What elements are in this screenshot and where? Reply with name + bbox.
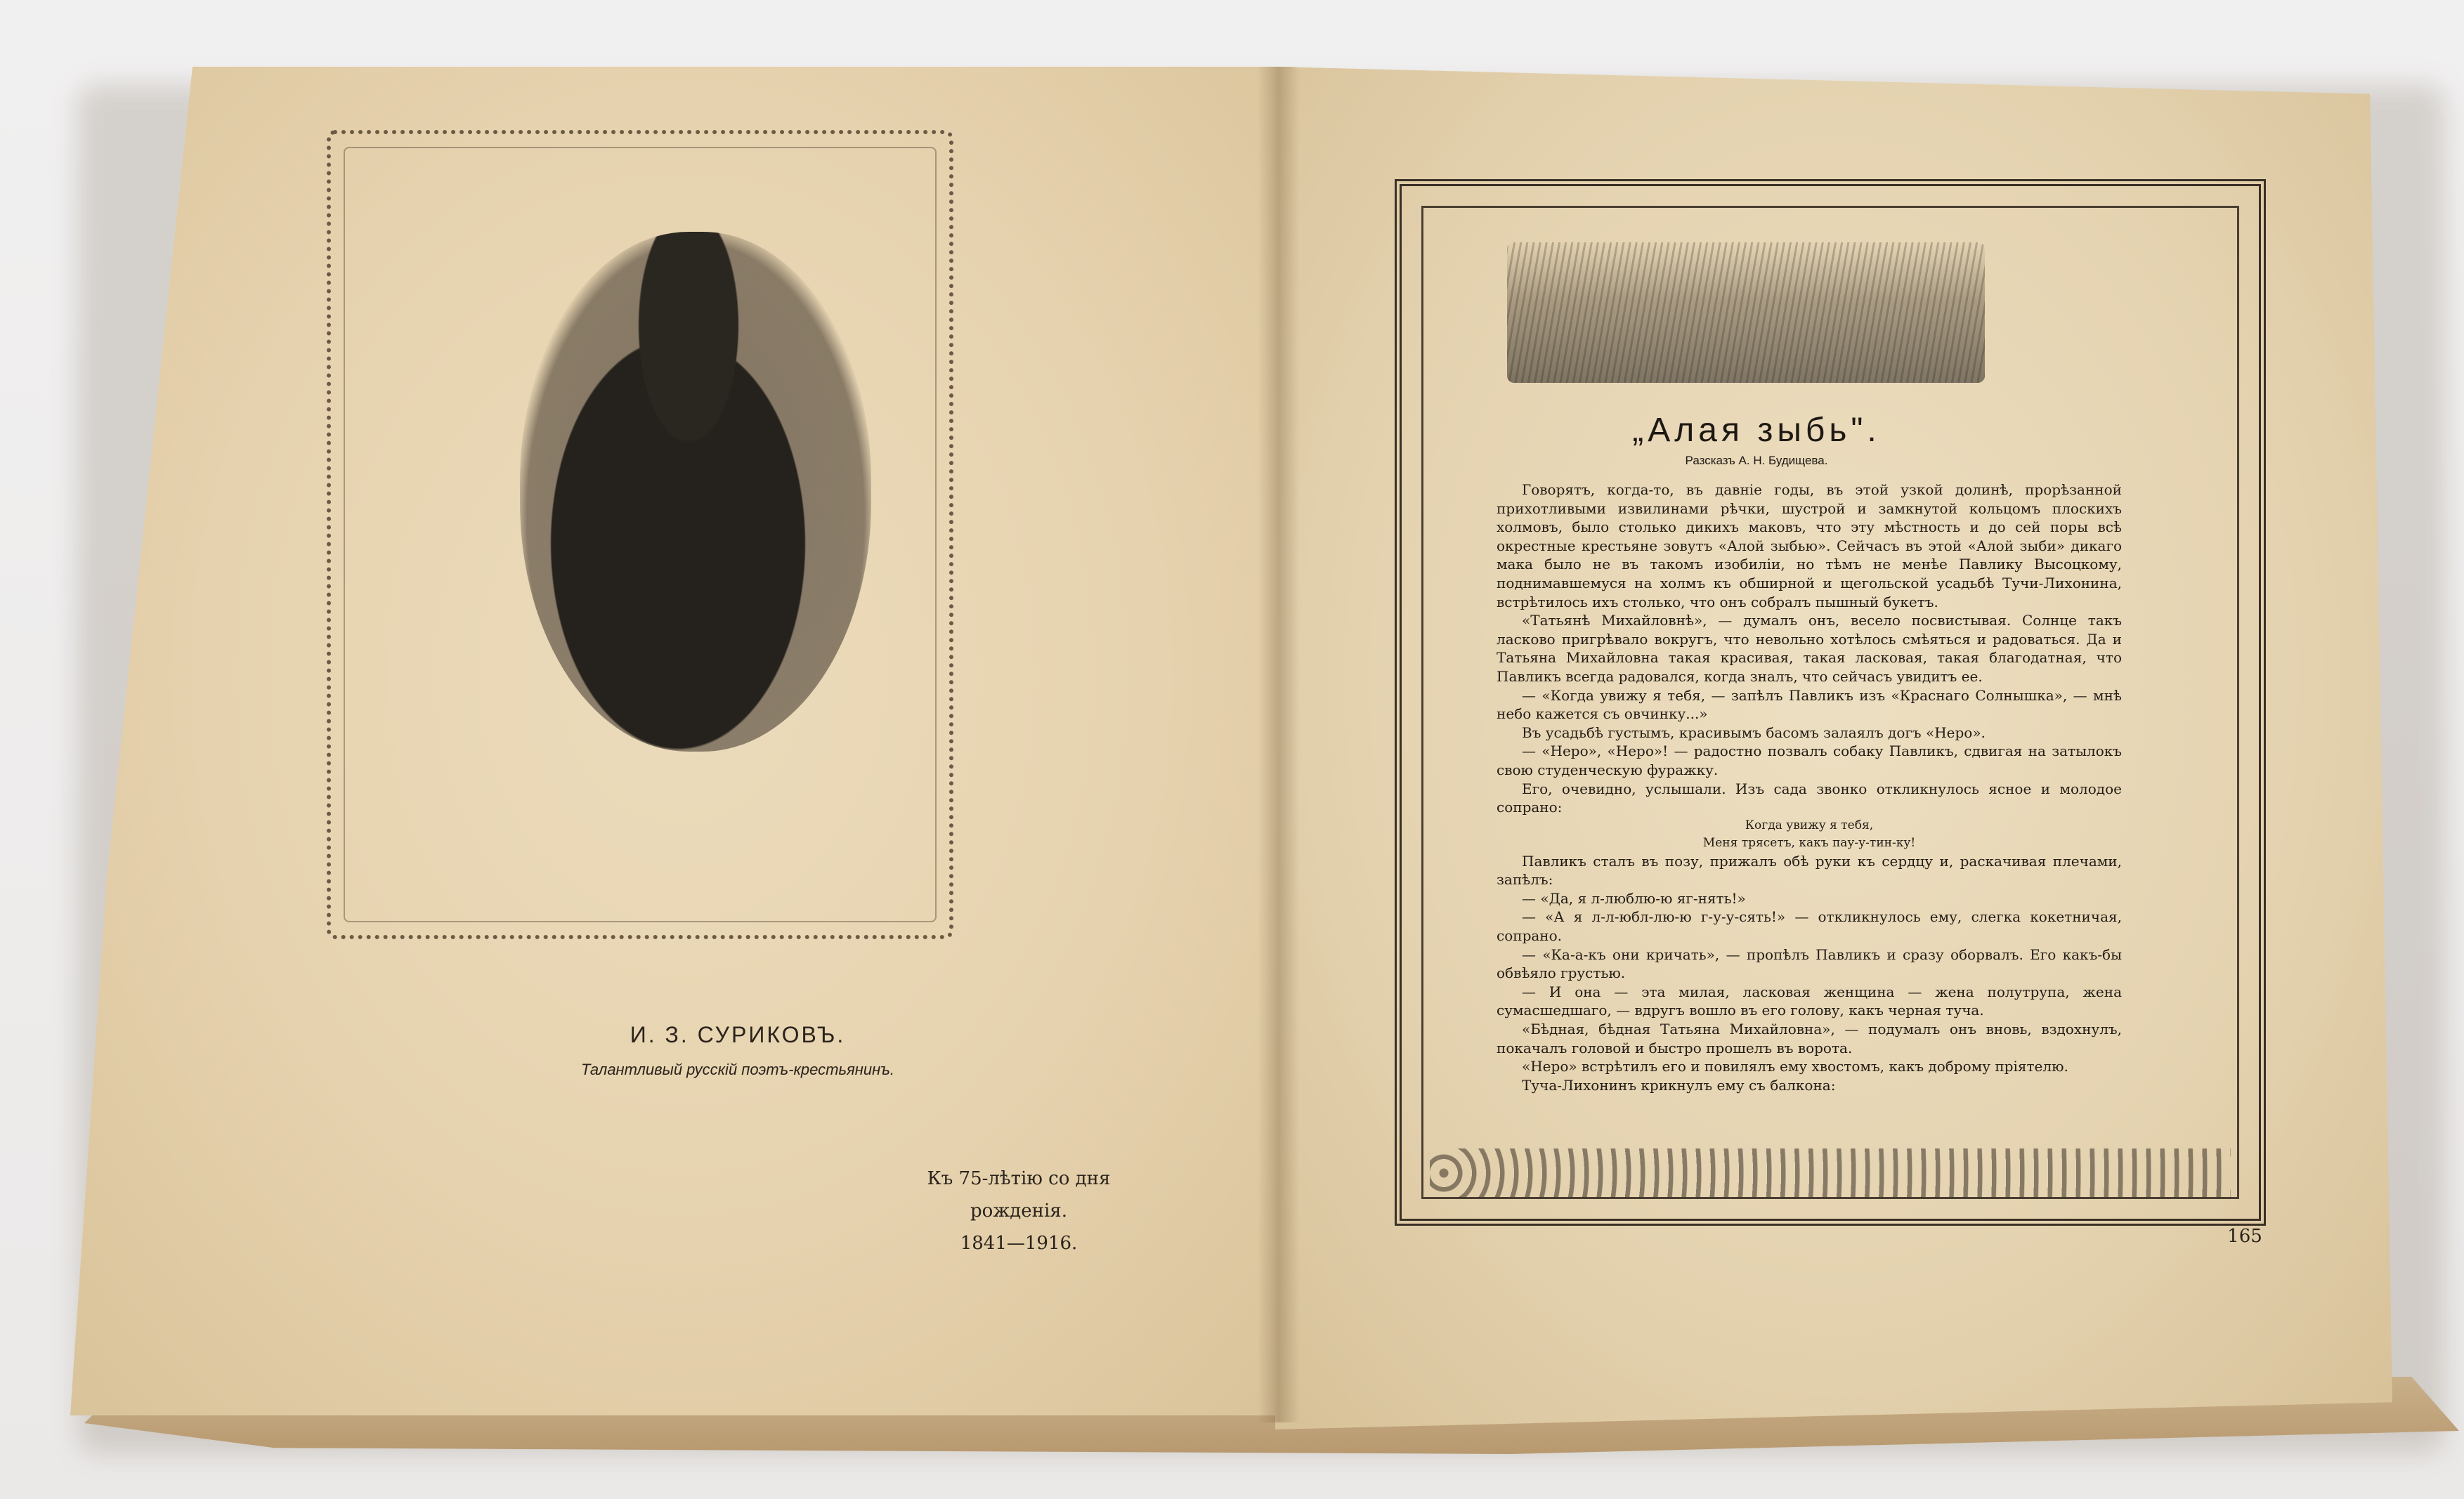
story-paragraph: «Татьянѣ Михайловнѣ», — думалъ онъ, весело посвистывая. Солнце такъ ласково пригрѣвало вокругъ, что невольно хотѣлось смѣяться и радоваться. Да и Татьяна Михайловна такая красивая, такая ласковая, такая благодатная, что Павликъ всегда радовался, когда зналъ, что сейчасъ увидитъ ее. [1497,612,2122,685]
story-paragraph: Его, очевидно, услышали. Изъ сада звонко откликнулось ясное и молодое сопрано: [1497,780,2122,816]
story-body [1497,480,2122,1094]
portrait-caption-subtitle: Талантливый русскій поэтъ-крестьянинъ. [580,1061,895,1078]
story-paragraph: — «Когда увижу я тебя, — запѣлъ Павликъ изъ «Краснаго Солнышка», — мнѣ небо кажется съ овчинку...» [1497,686,2122,723]
portrait-engraving [520,232,871,752]
story-paragraph: — И она — эта милая, ласковая женщина — жена полутрупа, жена сумасшедшаго, — вдругъ вошло въ его голову, какъ черная туча. [1497,983,2122,1019]
page-number: 165 [2227,1226,2262,1247]
story-paragraph: Говорятъ, когда-то, въ давніе годы, въ этой узкой долинѣ, прорѣзанной прихотливыми извилинами рѣчки, шустрой и замкнутой кольцомъ плоскихъ холмовъ, было столько дикихъ маковъ, что эту мѣстность и до сей поры всѣ окрестные крестьяне зовутъ «Алой зыбью». Сейчасъ въ этой «Алой зыби» дикаго мака было не въ такомъ изобиліи, но тѣмъ не менѣе Павлику Высоцкому, поднимавшемуся на холмъ къ обширной и щегольской усадьбѣ Тучи-Лихонина, встрѣтилось ихъ столько, что онъ собралъ пышный букетъ. [1497,481,2122,610]
book-gutter [1258,67,1300,1422]
story-author: Разсказъ А. Н. Будищева. [1685,454,1828,467]
portrait-caption-name: И. З. СУРИКОВЪ. [630,1022,846,1047]
story-paragraph: — «Ка-а-къ они кричать», — пропѣлъ Павликъ и сразу оборвалъ. Его какъ-бы обвѣяло грустью. [1497,945,2122,982]
story-paragraph: Туча-Лихонинъ крикнулъ ему съ балкона: [1522,1076,1836,1094]
story-paragraph: — «А я л-л-юбл-лю-ю г-у-у-сять!» — откликнулось ему, слегка кокетничая, сопрано. [1497,908,2122,945]
anniversary-years: 1841—1916. [960,1233,1078,1254]
frame-bottom-ornament [1430,1148,2231,1198]
anniversary-line: Къ 75-лѣтію со дня рожденія. [927,1168,1111,1222]
story-paragraph: Павликъ сталъ въ позу, прижалъ обѣ руки къ сердцу и, раскачивая плечами, запѣлъ: [1497,852,2122,889]
story-paragraph: Въ усадьбѣ густымъ, красивымъ басомъ залаялъ догъ «Неро». [1522,724,1986,741]
story-paragraph: «Бѣдная, бѣдная Татьяна Михайловна», — подумалъ онъ вновь, вздохнулъ, покачалъ головой и быстро прошелъ въ ворота. [1497,1021,2122,1056]
anniversary-note [878,1163,1159,1259]
story-paragraph: — «Да, я л-люблю-ю яг-нять!» [1522,889,1746,907]
verse-line: Меня трясетъ, какъ пау-у-тин-ку! [1702,835,1916,850]
story-paragraph: «Неро» встрѣтилъ его и повилялъ ему хвостомъ, какъ доброму пріятелю. [1522,1058,2068,1075]
verse-line: Когда увижу я тебя, [1745,818,1874,832]
story-paragraph: — «Неро», «Неро»! — радостно позвалъ собаку Павликъ, сдвигая на затылокъ свою студенческую фуражку. [1497,742,2122,778]
story-title: „Алая зыбь". [1632,412,1881,449]
landscape-vignette [1507,242,1985,383]
